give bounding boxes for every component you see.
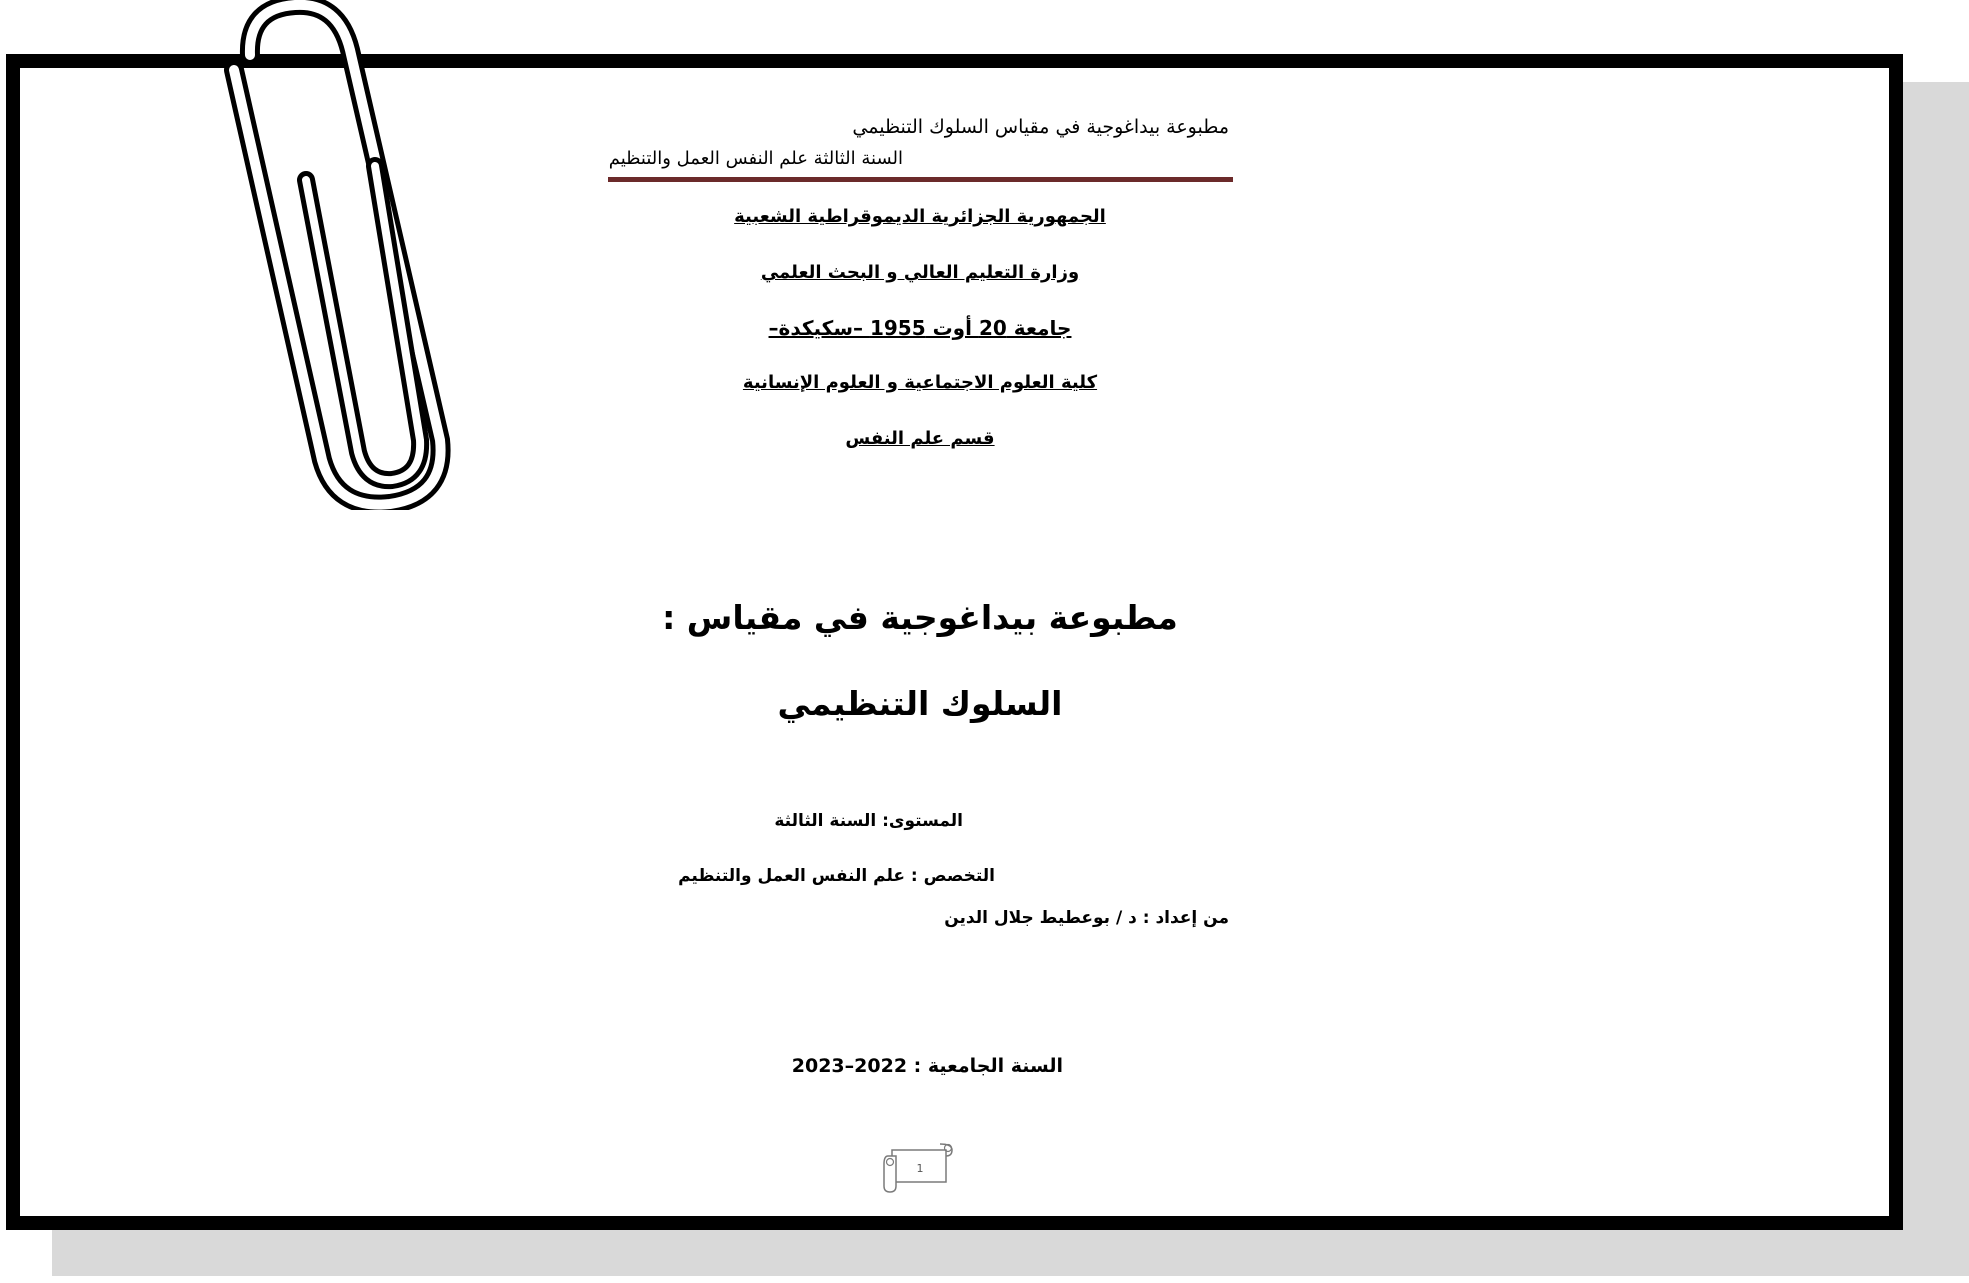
header-rule xyxy=(608,177,1233,182)
author-line: من إعداد : د / بوعطيط جلال الدين xyxy=(944,908,1229,928)
department-line: قسم علم النفس xyxy=(845,428,995,449)
document-title: مطبوعة بيداغوجية في مقياس : xyxy=(662,598,1178,637)
paperclip-icon xyxy=(220,0,460,510)
running-header-title: مطبوعة بيداغوجية في مقياس السلوك التنظيمي xyxy=(852,116,1229,138)
ministry-line: وزارة التعليم العالي و البحث العلمي xyxy=(760,262,1080,283)
page-number-scroll-icon xyxy=(880,1136,960,1194)
university-line: جامعة 20 أوت 1955 –سكيكدة– xyxy=(768,316,1072,340)
level-line: المستوى: السنة الثالثة xyxy=(774,811,963,831)
running-header-subtitle: السنة الثالثة علم النفس العمل والتنظيم xyxy=(608,148,903,169)
republic-line: الجمهورية الجزائرية الديموقراطية الشعبية xyxy=(734,206,1106,227)
faculty-line: كلية العلوم الاجتماعية و العلوم الإنسانية xyxy=(742,372,1098,393)
specialty-line: التخصص : علم النفس العمل والتنظيم xyxy=(678,866,995,886)
document-subject: السلوك التنظيمي xyxy=(777,684,1063,723)
page-number: 1 xyxy=(916,1162,924,1175)
academic-year: السنة الجامعية : 2022–2023 xyxy=(791,1055,1063,1077)
